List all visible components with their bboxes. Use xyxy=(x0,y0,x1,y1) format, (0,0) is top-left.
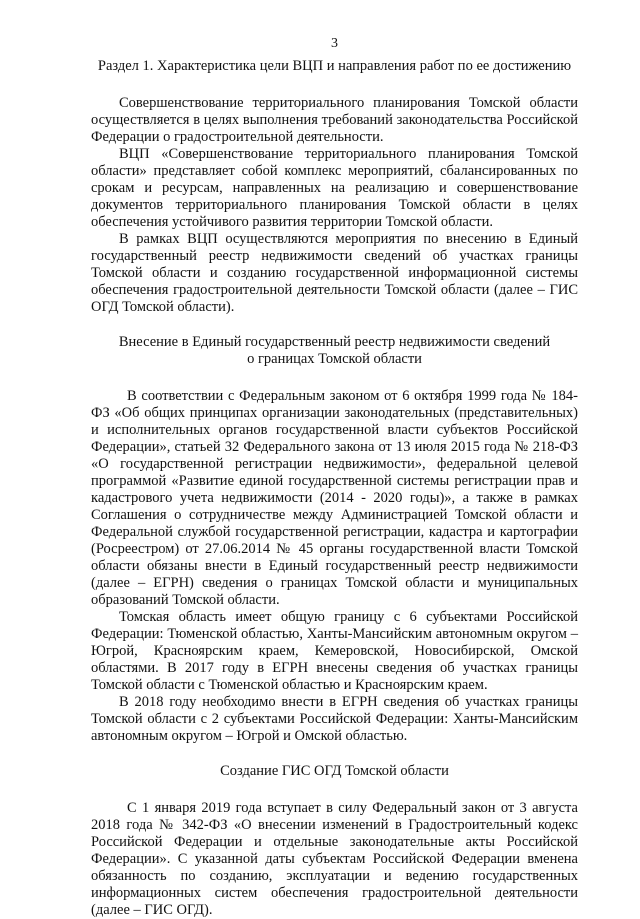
subheading-egrn xyxy=(91,334,578,368)
subheading-gis-block xyxy=(91,763,578,780)
subheading-gis: Создание ГИС ОГД Томской области xyxy=(220,763,449,779)
gis-paragraph-1: С 1 января 2019 года вступает в силу Федеральный закон от 3 августа 2018 года № 342-ФЗ «О внесении изменений в Градостроительный кодекс Российской Федерации и отдельные законодательные акты Российской Федерации». С указанной даты субъектам Российской Федерации вменена обязанность по созданию, эксплуатации и ведению государственных информационных систем обеспечения градостроительной деятельности (далее – ГИС ОГД). xyxy=(91,800,578,918)
egrn-paragraph-1: В соответствии с Федеральным законом от 6 октября 1999 года № 184-ФЗ «Об общих принципах организации законодательных (представительных) и исполнительных органов государственной власти субъектов Российской Федерации», статьей 32 Федерального закона от 13 июля 2015 года № 218-ФЗ «О государственной регистрации недвижимости», федеральной целевой программой «Развитие единой государственной системы регистрации прав и кадастрового учета недвижимости (2014 - 2020 годы)», а также в рамках Соглашения о сотрудничестве между Администрацией Томской области и Федеральной службой государственной регистрации, кадастра и картографии (Росреестром) от 27.06.2014 № 45 органы государственной власти Томской области обязаны внести в Единый государственный реестр недвижимости (далее – ЕГРН) сведения о границах Томской области и муниципальных образований Томской области. xyxy=(91,388,578,608)
intro-paragraph-1: Совершенствование территориального планирования Томской области осуществляется в целях выполнения требований законодательства Российской Федерации о градостроительной деятельности. xyxy=(91,95,578,145)
egrn-paragraph-3: В 2018 году необходимо внести в ЕГРН сведения об участках границы Томской области с 2 субъектами Российской Федерации: Ханты-Мансийским автономным округом – Югрой и Омской областью. xyxy=(91,694,578,744)
page-number: 3 xyxy=(331,36,338,51)
intro-paragraph-3: В рамках ВЦП осуществляются мероприятия по внесению в Единый государственный реестр недвижимости сведений об участках границы Томской области и созданию государственной информационной системы обеспечения градостроительной деятельности Томской области (далее – ГИС ОГД Томской области). xyxy=(91,231,578,315)
egrn-paragraph-2: Томская область имеет общую границу с 6 субъектами Российской Федерации: Тюменской областью, Ханты-Мансийским автономным округом – Югрой, Красноярским краем, Кемеровской, Новосибирской, Омской областями. В 2017 году в ЕГРН внесены сведения об участках границы Томской области с Тюменской областью и Красноярским краем. xyxy=(91,609,578,693)
intro-paragraph-2: ВЦП «Совершенствование территориального планирования Томской области» представляет собой комплекс мероприятий, сбалансированных по срокам и ресурсам, направленных на реализацию и совершенствование документов территориального планирования Томской области в целях обеспечения устойчивого развития территории Томской области. xyxy=(91,146,578,230)
subheading-egrn-line-1: Внесение в Единый государственный реестр недвижимости сведений xyxy=(118,334,551,350)
subheading-egrn-line-2: о границах Томской области xyxy=(247,351,422,367)
section-title: Раздел 1. Характеристика цели ВЦП и направления работ по ее достижению xyxy=(97,58,572,74)
